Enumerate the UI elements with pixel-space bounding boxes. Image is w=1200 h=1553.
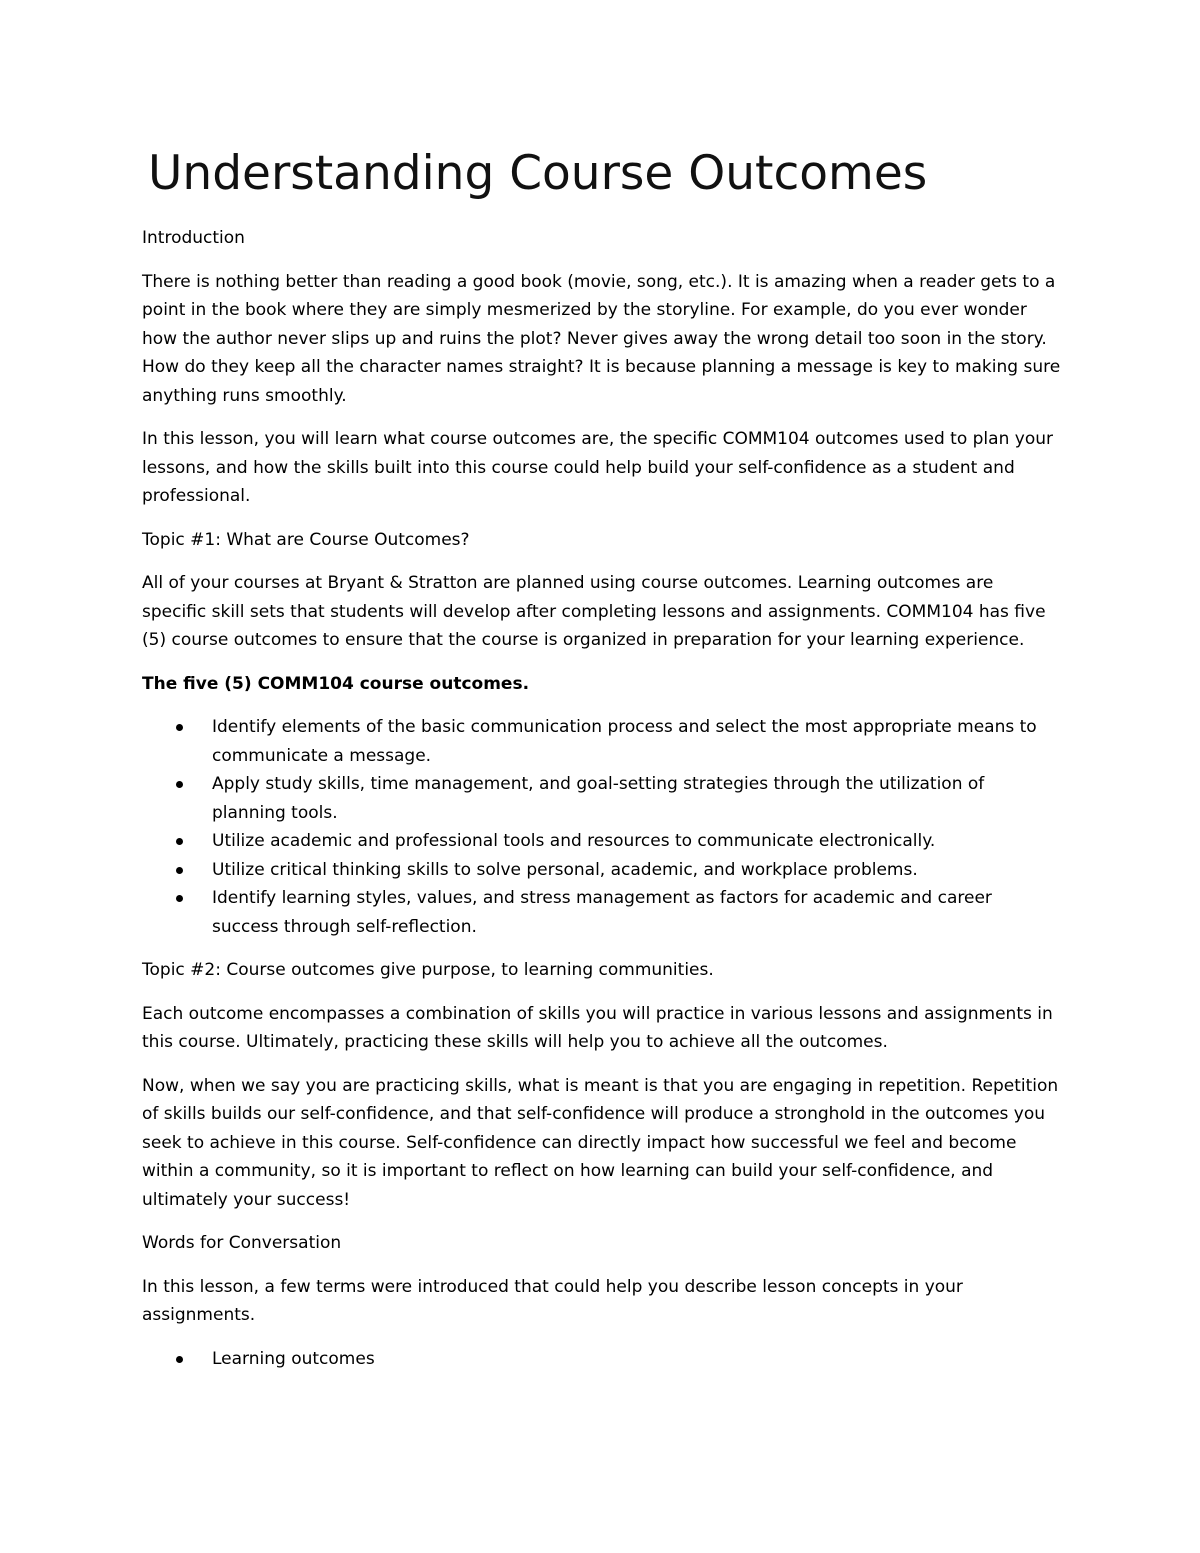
document-title: Understanding Course Outcomes: [148, 146, 928, 201]
outcome-text: Identify elements of the basic communication process and select the most appropriate means to communicate a message.: [212, 717, 1037, 766]
topic1-heading: Topic #1: What are Course Outcomes?: [142, 529, 470, 550]
outcome-text: Identify learning styles, values, and stress management as factors for academic and career success through self-reflection.: [212, 888, 992, 937]
topic2-paragraph: Now, when we say you are practicing skills, what is meant is that you are engaging in repetition. Repetition of skills builds our self-confidence, and that self-confidence will produce a stronghold in the outcomes you seek to achieve in this course. Self-confidence can directly impact how successful we feel and become within a community, so it is important to reflect on how learning can build your self-confidence, and ultimately your success!: [142, 1075, 1059, 1210]
intro-paragraph: In this lesson, you will learn what course outcomes are, the specific COMM104 outcomes used to plan your lessons, and how the skills built into this course could help build your self-confidence as a student and professional.: [142, 429, 1053, 506]
bullet-icon: [176, 724, 183, 731]
list-item: [142, 884, 1062, 941]
intro-paragraph: There is nothing better than reading a good book (movie, song, etc.). It is amazing when a reader gets to a point in the book where they are simply mesmerized by the storyline. For example, do you ever wonder how the author never slips up and ruins the plot? Never gives away the wrong detail too soon in the story. How do they keep all the character names straight? It is because planning a message is key to making sure anything runs smoothly.: [142, 271, 1061, 406]
bullet-icon: [176, 895, 183, 902]
words-paragraph: In this lesson, a few terms were introduced that could help you describe lesson concepts in your assignments.: [142, 1276, 963, 1325]
bullet-icon: [176, 867, 183, 874]
outcome-text: Utilize critical thinking skills to solve personal, academic, and workplace problems.: [212, 859, 918, 880]
outcome-text: Apply study skills, time management, and goal-setting strategies through the utilization of planning tools.: [212, 774, 985, 823]
document-body: [142, 138, 1062, 1388]
list-item: [142, 827, 1062, 856]
bullet-icon: [176, 1356, 183, 1363]
term-text: Learning outcomes: [212, 1348, 375, 1369]
outcomes-heading: The five (5) COMM104 course outcomes.: [142, 673, 530, 694]
topic2-paragraph: Each outcome encompasses a combination of skills you will practice in various lessons and assignments in this course. Ultimately, practicing these skills will help you to achieve all the outcomes.: [142, 1003, 1053, 1052]
list-item: [142, 770, 1062, 827]
terms-list: [142, 1345, 1062, 1374]
topic1-paragraph: All of your courses at Bryant & Stratton are planned using course outcomes. Learning outcomes are specific skill sets that students will develop after completing lessons and assignments. COMM104 has five (5) course outcomes to ensure that the course is organized in preparation for your learning experience.: [142, 573, 1046, 650]
outcomes-list: [142, 713, 1062, 941]
bullet-icon: [176, 838, 183, 845]
outcome-text: Utilize academic and professional tools and resources to communicate electronically.: [212, 831, 936, 851]
introduction-heading: Introduction: [142, 228, 245, 248]
list-item: [142, 1345, 1062, 1374]
words-heading: Words for Conversation: [142, 1233, 342, 1253]
bullet-icon: [176, 781, 183, 788]
list-item: [142, 856, 1062, 885]
list-item: [142, 713, 1062, 770]
topic2-heading: Topic #2: Course outcomes give purpose, to learning communities.: [142, 960, 714, 980]
